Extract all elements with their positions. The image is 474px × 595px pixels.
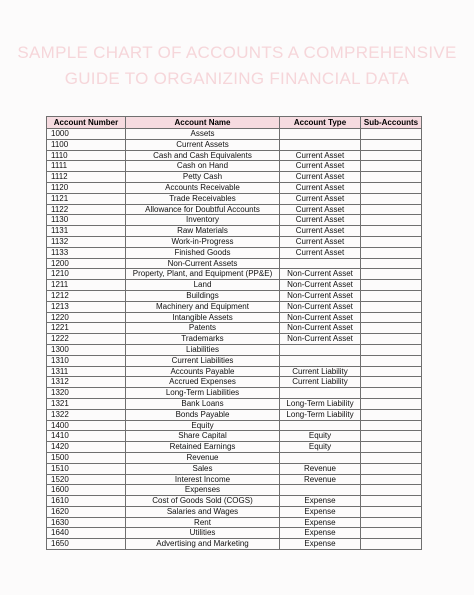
- account-number-cell: 1213: [47, 301, 126, 312]
- table-row: [47, 431, 422, 442]
- account-name-cell: Cost of Goods Sold (COGS): [126, 496, 280, 507]
- account-number-cell: 1640: [47, 528, 126, 539]
- table-row: [47, 452, 422, 463]
- table-row: [47, 496, 422, 507]
- account-type-cell: Current Asset: [280, 150, 361, 161]
- account-number-cell: 1110: [47, 150, 126, 161]
- sub-accounts-cell: [361, 269, 422, 280]
- header-account-name: Account Name: [126, 117, 280, 129]
- account-name-cell: Accrued Expenses: [126, 377, 280, 388]
- account-number-cell: 1220: [47, 312, 126, 323]
- account-type-cell: Equity: [280, 431, 361, 442]
- sub-accounts-cell: [361, 366, 422, 377]
- account-type-cell: Current Liability: [280, 366, 361, 377]
- account-type-cell: [280, 258, 361, 269]
- account-name-cell: Bank Loans: [126, 398, 280, 409]
- sub-accounts-cell: [361, 280, 422, 291]
- account-name-cell: Property, Plant, and Equipment (PP&E): [126, 269, 280, 280]
- account-name-cell: Cash and Cash Equivalents: [126, 150, 280, 161]
- account-name-cell: Allowance for Doubtful Accounts: [126, 204, 280, 215]
- header-account-type: Account Type: [280, 117, 361, 129]
- table-row: [47, 377, 422, 388]
- table-row: [47, 236, 422, 247]
- account-number-cell: 1133: [47, 247, 126, 258]
- account-name-cell: Revenue: [126, 452, 280, 463]
- account-name-cell: Current Liabilities: [126, 355, 280, 366]
- account-type-cell: Current Asset: [280, 182, 361, 193]
- sub-accounts-cell: [361, 344, 422, 355]
- sub-accounts-cell: [361, 539, 422, 550]
- table-row: [47, 290, 422, 301]
- account-type-cell: [280, 420, 361, 431]
- account-type-cell: Current Asset: [280, 161, 361, 172]
- sub-accounts-cell: [361, 150, 422, 161]
- sub-accounts-cell: [361, 204, 422, 215]
- sub-accounts-cell: [361, 182, 422, 193]
- account-name-cell: Land: [126, 280, 280, 291]
- table-row: [47, 323, 422, 334]
- table-row: [47, 247, 422, 258]
- account-type-cell: Current Asset: [280, 236, 361, 247]
- table-row: [47, 463, 422, 474]
- table-row: [47, 172, 422, 183]
- account-name-cell: Inventory: [126, 215, 280, 226]
- account-type-cell: [280, 129, 361, 140]
- sub-accounts-cell: [361, 517, 422, 528]
- account-name-cell: Share Capital: [126, 431, 280, 442]
- sub-accounts-cell: [361, 334, 422, 345]
- account-name-cell: Buildings: [126, 290, 280, 301]
- sub-accounts-cell: [361, 431, 422, 442]
- table-row: [47, 398, 422, 409]
- account-name-cell: Trade Receivables: [126, 193, 280, 204]
- sub-accounts-cell: [361, 129, 422, 140]
- account-name-cell: Work-in-Progress: [126, 236, 280, 247]
- account-name-cell: Liabilities: [126, 344, 280, 355]
- sub-accounts-cell: [361, 172, 422, 183]
- account-number-cell: 1600: [47, 485, 126, 496]
- sub-accounts-cell: [361, 452, 422, 463]
- account-type-cell: Current Asset: [280, 172, 361, 183]
- table-row: [47, 258, 422, 269]
- sub-accounts-cell: [361, 323, 422, 334]
- account-name-cell: Advertising and Marketing: [126, 539, 280, 550]
- sub-accounts-cell: [361, 247, 422, 258]
- account-type-cell: Long-Term Liability: [280, 398, 361, 409]
- account-type-cell: Non-Current Asset: [280, 280, 361, 291]
- account-name-cell: Machinery and Equipment: [126, 301, 280, 312]
- account-number-cell: 1121: [47, 193, 126, 204]
- sub-accounts-cell: [361, 161, 422, 172]
- account-number-cell: 1321: [47, 398, 126, 409]
- account-type-cell: Non-Current Asset: [280, 301, 361, 312]
- account-number-cell: 1410: [47, 431, 126, 442]
- account-number-cell: 1210: [47, 269, 126, 280]
- account-number-cell: 1620: [47, 506, 126, 517]
- account-type-cell: Revenue: [280, 474, 361, 485]
- sub-accounts-cell: [361, 528, 422, 539]
- account-type-cell: [280, 355, 361, 366]
- account-number-cell: 1132: [47, 236, 126, 247]
- sub-accounts-cell: [361, 215, 422, 226]
- table-row: [47, 344, 422, 355]
- sub-accounts-cell: [361, 409, 422, 420]
- account-type-cell: Expense: [280, 506, 361, 517]
- account-name-cell: Accounts Payable: [126, 366, 280, 377]
- account-name-cell: Patents: [126, 323, 280, 334]
- sub-accounts-cell: [361, 463, 422, 474]
- sub-accounts-cell: [361, 442, 422, 453]
- account-name-cell: Rent: [126, 517, 280, 528]
- account-name-cell: Current Assets: [126, 139, 280, 150]
- account-name-cell: Trademarks: [126, 334, 280, 345]
- account-type-cell: Expense: [280, 496, 361, 507]
- table-row: [47, 539, 422, 550]
- account-number-cell: 1211: [47, 280, 126, 291]
- account-name-cell: Cash on Hand: [126, 161, 280, 172]
- sub-accounts-cell: [361, 377, 422, 388]
- account-number-cell: 1312: [47, 377, 126, 388]
- account-number-cell: 1212: [47, 290, 126, 301]
- table-row: [47, 485, 422, 496]
- account-type-cell: Non-Current Asset: [280, 323, 361, 334]
- account-type-cell: Current Asset: [280, 215, 361, 226]
- account-number-cell: 1200: [47, 258, 126, 269]
- sub-accounts-cell: [361, 236, 422, 247]
- account-type-cell: Current Asset: [280, 226, 361, 237]
- table-row: [47, 388, 422, 399]
- sub-accounts-cell: [361, 290, 422, 301]
- account-type-cell: [280, 139, 361, 150]
- table-row: [47, 301, 422, 312]
- account-name-cell: Assets: [126, 129, 280, 140]
- account-type-cell: [280, 344, 361, 355]
- table-row: [47, 204, 422, 215]
- account-number-cell: 1111: [47, 161, 126, 172]
- table-row: [47, 312, 422, 323]
- table-row: [47, 193, 422, 204]
- account-number-cell: 1610: [47, 496, 126, 507]
- account-number-cell: 1311: [47, 366, 126, 377]
- account-type-cell: Current Asset: [280, 204, 361, 215]
- account-name-cell: Bonds Payable: [126, 409, 280, 420]
- page-title: [0, 40, 474, 92]
- account-name-cell: Equity: [126, 420, 280, 431]
- table-row: [47, 150, 422, 161]
- account-number-cell: 1222: [47, 334, 126, 345]
- account-type-cell: Revenue: [280, 463, 361, 474]
- table-row: [47, 409, 422, 420]
- account-number-cell: 1500: [47, 452, 126, 463]
- account-type-cell: [280, 452, 361, 463]
- chart-of-accounts-table: [46, 116, 422, 550]
- sub-accounts-cell: [361, 496, 422, 507]
- title-line-1: SAMPLE CHART OF ACCOUNTS A COMPREHENSIVE: [17, 43, 457, 62]
- account-number-cell: 1510: [47, 463, 126, 474]
- sub-accounts-cell: [361, 193, 422, 204]
- account-number-cell: 1420: [47, 442, 126, 453]
- account-number-cell: 1322: [47, 409, 126, 420]
- account-number-cell: 1520: [47, 474, 126, 485]
- title-line-2: GUIDE TO ORGANIZING FINANCIAL DATA: [64, 69, 410, 88]
- table-row: [47, 215, 422, 226]
- account-name-cell: Intangible Assets: [126, 312, 280, 323]
- account-type-cell: Current Asset: [280, 193, 361, 204]
- account-name-cell: Raw Materials: [126, 226, 280, 237]
- account-type-cell: Non-Current Asset: [280, 290, 361, 301]
- account-name-cell: Expenses: [126, 485, 280, 496]
- sub-accounts-cell: [361, 301, 422, 312]
- sub-accounts-cell: [361, 258, 422, 269]
- account-type-cell: Equity: [280, 442, 361, 453]
- account-type-cell: [280, 485, 361, 496]
- table-row: [47, 334, 422, 345]
- table-row: [47, 226, 422, 237]
- account-number-cell: 1630: [47, 517, 126, 528]
- account-number-cell: 1000: [47, 129, 126, 140]
- sub-accounts-cell: [361, 485, 422, 496]
- table-row: [47, 161, 422, 172]
- account-name-cell: Accounts Receivable: [126, 182, 280, 193]
- account-type-cell: Current Asset: [280, 247, 361, 258]
- account-name-cell: Finished Goods: [126, 247, 280, 258]
- sub-accounts-cell: [361, 506, 422, 517]
- account-number-cell: 1320: [47, 388, 126, 399]
- table-row: [47, 129, 422, 140]
- account-name-cell: Petty Cash: [126, 172, 280, 183]
- account-number-cell: 1650: [47, 539, 126, 550]
- account-type-cell: Expense: [280, 517, 361, 528]
- sub-accounts-cell: [361, 226, 422, 237]
- table-row: [47, 182, 422, 193]
- sub-accounts-cell: [361, 388, 422, 399]
- account-number-cell: 1112: [47, 172, 126, 183]
- account-number-cell: 1300: [47, 344, 126, 355]
- account-type-cell: Long-Term Liability: [280, 409, 361, 420]
- account-name-cell: Sales: [126, 463, 280, 474]
- account-number-cell: 1120: [47, 182, 126, 193]
- sub-accounts-cell: [361, 139, 422, 150]
- account-type-cell: Expense: [280, 528, 361, 539]
- sub-accounts-cell: [361, 398, 422, 409]
- table-row: [47, 528, 422, 539]
- table-row: [47, 280, 422, 291]
- table-row: [47, 420, 422, 431]
- account-number-cell: 1221: [47, 323, 126, 334]
- account-type-cell: Non-Current Asset: [280, 312, 361, 323]
- account-name-cell: Utilities: [126, 528, 280, 539]
- sub-accounts-cell: [361, 355, 422, 366]
- account-type-cell: Current Liability: [280, 377, 361, 388]
- account-number-cell: 1310: [47, 355, 126, 366]
- table-row: [47, 517, 422, 528]
- account-number-cell: 1130: [47, 215, 126, 226]
- account-name-cell: Interest Income: [126, 474, 280, 485]
- table-row: [47, 442, 422, 453]
- sub-accounts-cell: [361, 312, 422, 323]
- account-number-cell: 1122: [47, 204, 126, 215]
- account-type-cell: Expense: [280, 539, 361, 550]
- account-type-cell: Non-Current Asset: [280, 269, 361, 280]
- account-type-cell: Non-Current Asset: [280, 334, 361, 345]
- account-number-cell: 1400: [47, 420, 126, 431]
- table-row: [47, 139, 422, 150]
- table-row: [47, 474, 422, 485]
- table-row: [47, 366, 422, 377]
- table-row: [47, 269, 422, 280]
- account-name-cell: Non-Current Assets: [126, 258, 280, 269]
- sub-accounts-cell: [361, 420, 422, 431]
- account-name-cell: Long-Term Liabilities: [126, 388, 280, 399]
- account-type-cell: [280, 388, 361, 399]
- header-sub-accounts: Sub-Accounts: [361, 117, 422, 129]
- table-header-row: [47, 117, 422, 129]
- table-row: [47, 506, 422, 517]
- header-account-number: Account Number: [47, 117, 126, 129]
- account-name-cell: Retained Earnings: [126, 442, 280, 453]
- account-number-cell: 1131: [47, 226, 126, 237]
- account-name-cell: Salaries and Wages: [126, 506, 280, 517]
- table-row: [47, 355, 422, 366]
- sub-accounts-cell: [361, 474, 422, 485]
- account-number-cell: 1100: [47, 139, 126, 150]
